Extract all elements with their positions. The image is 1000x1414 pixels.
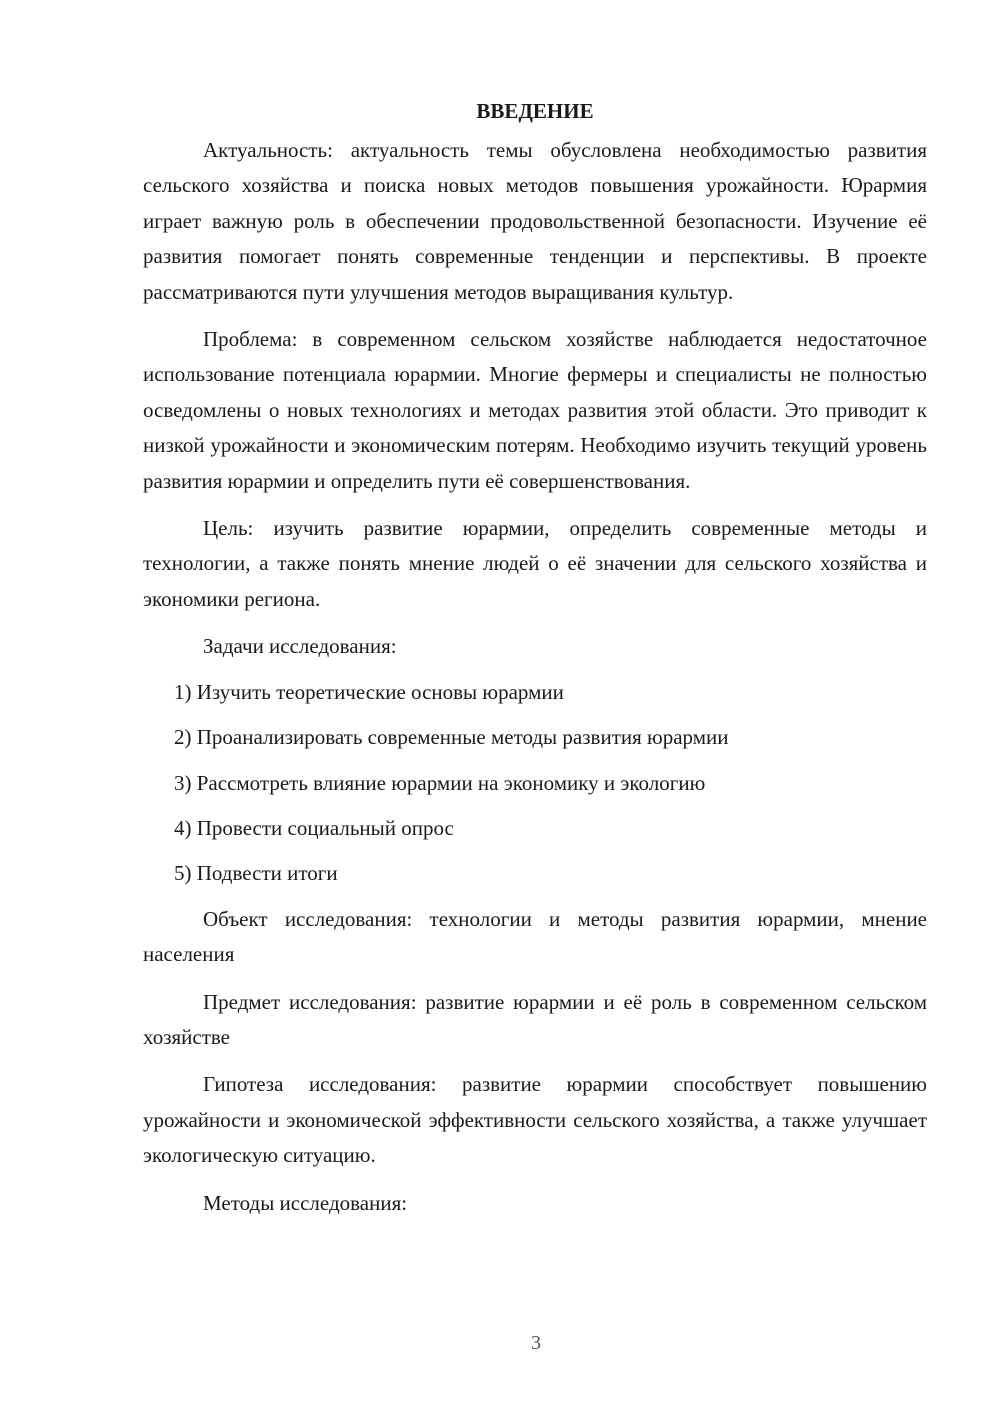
methods-heading: Методы исследования: — [203, 1190, 408, 1215]
subject-paragraph: Предмет исследования: развитие юрармии и её роль в современном сельском хозяйстве — [143, 989, 927, 1049]
tasks-heading: Задачи исследования: — [203, 634, 397, 659]
list-item: 3) Рассмотреть влияние юрармии на экономику и экологию — [174, 770, 706, 795]
list-item: 5) Подвести итоги — [174, 861, 338, 886]
list-item: 4) Провести социальный опрос — [174, 815, 454, 840]
page-number: 3 — [531, 1332, 541, 1354]
list-item: 2) Проанализировать современные методы развития юрармии — [174, 725, 729, 750]
relevance-paragraph: Актуальность: актуальность темы обусловлена необходимостью развития сельского хозяйства и поиска новых методов повышения урожайности. Юрармия играет важную роль в обеспечении продовольственной безопасности. Изучение её развития помогает понять современные тенденции и перспективы. В проекте рассматриваются пути улучшения методов выращивания культур. — [143, 138, 927, 304]
list-item: 1) Изучить теоретические основы юрармии — [174, 679, 564, 704]
goal-paragraph: Цель: изучить развитие юрармии, определить современные методы и технологии, а также понять мнение людей о её значении для сельского хозяйства и экономики региона. — [143, 516, 927, 611]
problem-paragraph: Проблема: в современном сельском хозяйстве наблюдается недостаточное использование потенциала юрармии. Многие фермеры и специалисты не полностью осведомлены о новых технологиях и методах развития этой области. Это приводит к низкой урожайности и экономическим потерям. Необходимо изучить текущий уровень развития юрармии и определить пути её совершенствования. — [143, 327, 927, 493]
hypothesis-paragraph: Гипотеза исследования: развитие юрармии способствует повышению урожайности и экономической эффективности сельского хозяйства, а также улучшает экологическую ситуацию. — [143, 1072, 927, 1168]
page-title: ВВЕДЕНИЕ — [476, 99, 594, 123]
page-content — [143, 93, 927, 1231]
object-paragraph: Объект исследования: технологии и методы развития юрармии, мнение населения — [143, 906, 927, 967]
tasks-list — [143, 675, 927, 892]
